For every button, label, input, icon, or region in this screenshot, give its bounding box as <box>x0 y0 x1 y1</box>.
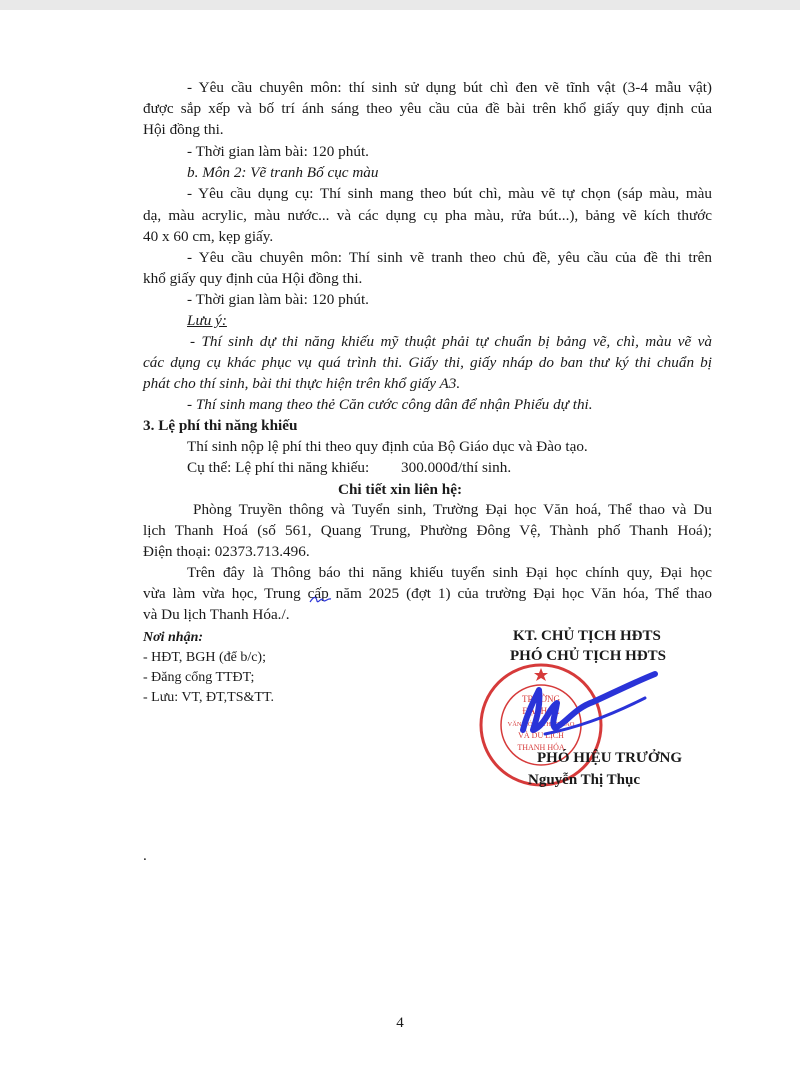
mon2-heading: b. Môn 2: Vẽ tranh Bố cục màu <box>187 164 379 181</box>
initials-mark-icon <box>308 592 334 606</box>
tools-line1: - Yêu cầu dụng cụ: Thí sinh mang theo bút chì, màu vẽ tự chọn (sáp màu, màu <box>187 185 712 202</box>
fee-line2-value: 300.000đ/thí sinh. <box>401 459 512 476</box>
note1-line1: - Thí sinh dự thi năng khiếu mỹ thuật phải tự chuẩn bị bảng vẽ, chì, màu vẽ và <box>190 333 712 350</box>
time-mon2: - Thời gian làm bài: 120 phút. <box>187 291 369 308</box>
stray-mark: . <box>143 847 147 864</box>
prof-line2: khổ giấy quy định của Hội đồng thi. <box>143 270 363 287</box>
time-mon1: - Thời gian làm bài: 120 phút. <box>187 143 369 160</box>
req-prof-line1: - Yêu cầu chuyên môn: thí sinh sử dụng bút chì đen vẽ tĩnh vật (3-4 mẫu vật) <box>187 79 712 96</box>
contact-heading: Chi tiết xin liên hệ: <box>337 481 463 498</box>
contact-line1: Phòng Truyền thông và Tuyển sinh, Trường Đại học Văn hoá, Thể thao và Du <box>193 501 712 518</box>
note1-line3: phát cho thí sinh, bài thi thực hiện trên khổ giấy A3. <box>143 375 461 392</box>
seal-text-2: ĐẠI HỌC <box>522 706 560 716</box>
signature-icon <box>505 668 665 748</box>
closing-line1: Trên đây là Thông báo thi năng khiếu tuyển sinh Đại học chính quy, Đại học <box>187 564 712 581</box>
seal-text-1: TRƯỜNG <box>522 694 560 704</box>
closing-line2: vừa làm vừa học, Trung cấp năm 2025 (đợt 1) của trường Đại học Văn hóa, Thể thao <box>143 585 712 602</box>
sig-name: Nguyễn Thị Thục <box>528 772 640 788</box>
req-prof-line3: Hội đồng thi. <box>143 121 224 138</box>
sig-title-2: PHÓ CHỦ TỊCH HĐTS <box>510 648 666 664</box>
tools-line3: 40 x 60 cm, kẹp giấy. <box>143 228 274 245</box>
req-prof-line2: được sắp xếp và bố trí ánh sáng theo yêu cầu của đề bài trên khổ giấy quy định của <box>143 100 712 117</box>
contact-line2: lịch Thanh Hoá (số 561, Quang Trung, Phường Đông Vệ, Thành phố Thanh Hoá); <box>143 522 712 539</box>
page-number: 4 <box>396 1015 404 1031</box>
closing-line3: và Du lịch Thanh Hóa./. <box>143 606 290 623</box>
recipient-item-2: - Đăng cổng TTĐT; <box>143 670 255 685</box>
sig-title-1: KT. CHỦ TỊCH HĐTS <box>513 628 661 644</box>
prof-line1: - Yêu cầu chuyên môn: Thí sinh vẽ tranh theo chủ đề, yêu cầu của đề thi trên <box>187 249 712 266</box>
fee-line1: Thí sinh nộp lệ phí thi theo quy định của Bộ Giáo dục và Đào tạo. <box>187 438 588 455</box>
sig-position: PHÓ HIỆU TRƯỞNG <box>537 750 683 766</box>
recipients-label: Nơi nhận: <box>143 630 204 645</box>
note1-line2: các dụng cụ khác phục vụ quá trình thi. Giấy thi, giấy nháp do ban thư ký thi chuẩn bị <box>143 354 712 371</box>
seal-text-3: VĂN HÓA - THỂ THAO <box>507 721 575 728</box>
tools-line2: dạ, màu acrylic, màu nước... và các dụng cụ pha màu, rửa bút...), bảng vẽ kích thước <box>143 207 712 224</box>
note2: - Thí sinh mang theo thẻ Căn cước công dân để nhận Phiếu dự thi. <box>187 396 593 413</box>
recipient-item-1: - HĐT, BGH (để b/c); <box>143 650 266 665</box>
contact-line3: Điện thoại: 02373.713.496. <box>143 543 310 560</box>
recipient-item-3: - Lưu: VT, ĐT,TS&TT. <box>143 690 274 705</box>
note-label: Lưu ý: <box>187 312 227 329</box>
fee-heading: 3. Lệ phí thi năng khiếu <box>143 417 298 434</box>
fee-line2-label: Cụ thể: Lệ phí thi năng khiếu: <box>187 459 370 476</box>
seal-text-5: THANH HÓA <box>517 743 565 752</box>
seal-text-4: VÀ DU LỊCH <box>518 731 564 740</box>
